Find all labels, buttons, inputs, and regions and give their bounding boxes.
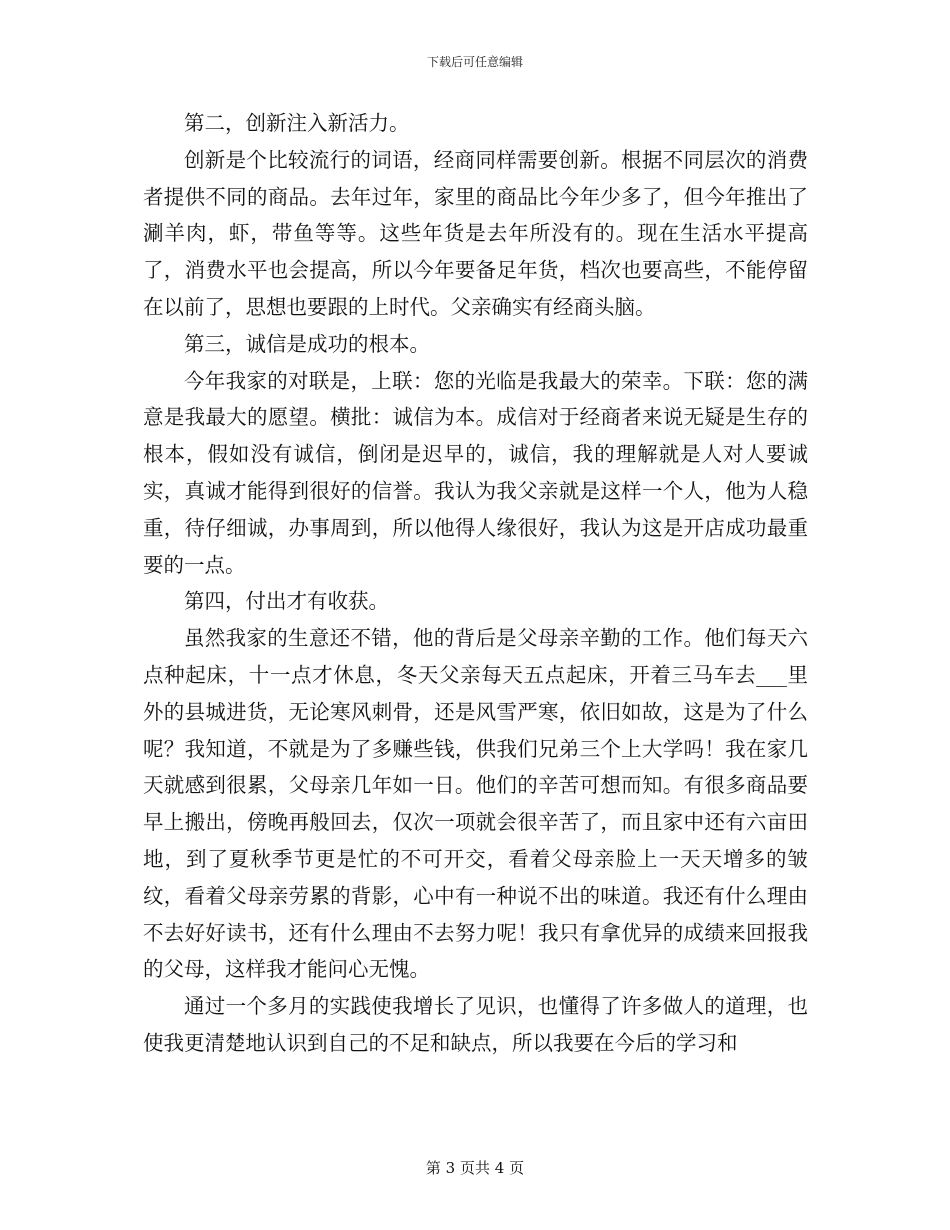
paragraph-integrity: 今年我家的对联是，上联：您的光临是我最大的荣幸。下联：您的满意是我最大的愿望。横批：诚信为本。成信对于经商者来说无疑是生存的根本，假如没有诚信，倒闭是迟早的，诚信，我的理解就是人对人要诚实，真诚才能得到很好的信誉。我认为我父亲就是这样一个人，他为人稳重，待仔细诚，办事周到，所以他得人缘很好，我认为这是开店成功最重要的一点。: [143, 368, 808, 577]
page-header: 下载后可任意编辑: [426, 55, 523, 69]
section-heading-effort: 第四，付出才有收获。: [184, 589, 389, 614]
paragraph-innovation: 创新是个比较流行的词语，经商同样需要创新。根据不同层次的消费者提供不同的商品。去年过年，家里的商品比今年少多了，但今年推出了涮羊肉，虾，带鱼等等。这些年货是去年所没有的。现在生活水平提高了，消费水平也会提高，所以今年要备足年货，档次也要高些，不能停留在以前了，思想也要跟的上时代。父亲确实有经商头脑。: [143, 147, 808, 319]
page-number: 第 3 页共 4 页: [425, 1159, 525, 1177]
paragraph-conclusion: 通过一个多月的实践使我增长了见识，也懂得了许多做人的道理，也使我更清楚地认识到自己的不足和缺点，所以我要在今后的学习和: [143, 994, 808, 1055]
section-heading-innovation: 第二，创新注入新活力。: [184, 111, 410, 135]
paragraph-effort: 虽然我家的生意还不错，他的背后是父母亲辛勤的工作。他们每天六点种起床，十一点才休息，冬天父亲每天五点起床，开着三马车去___里外的县城进货，无论寒风刺骨，还是风雪严寒，依旧如故，这是为了什么呢？我知道，不就是为了多赚些钱，供我们兄弟三个上大学吗！我在家几天就感到很累，父母亲几年如一日。他们的辛苦可想而知。有很多商品要早上搬出，傍晚再般回去，仅次一项就会很辛苦了，而且家中还有六亩田地，到了夏秋季节更是忙的不可开交，看着父母亲脸上一天天增多的皱纹，看着父母亲劳累的背影，心中有一种说不出的味道。我还有什么理由不去好好读书，还有什么理由不去努力呢！我只有拿优异的成绩来回报我的父母，这样我才能问心无愧。: [143, 626, 808, 982]
document-body: [143, 105, 808, 1062]
section-heading-integrity: 第三，诚信是成功的根本。: [184, 331, 430, 356]
